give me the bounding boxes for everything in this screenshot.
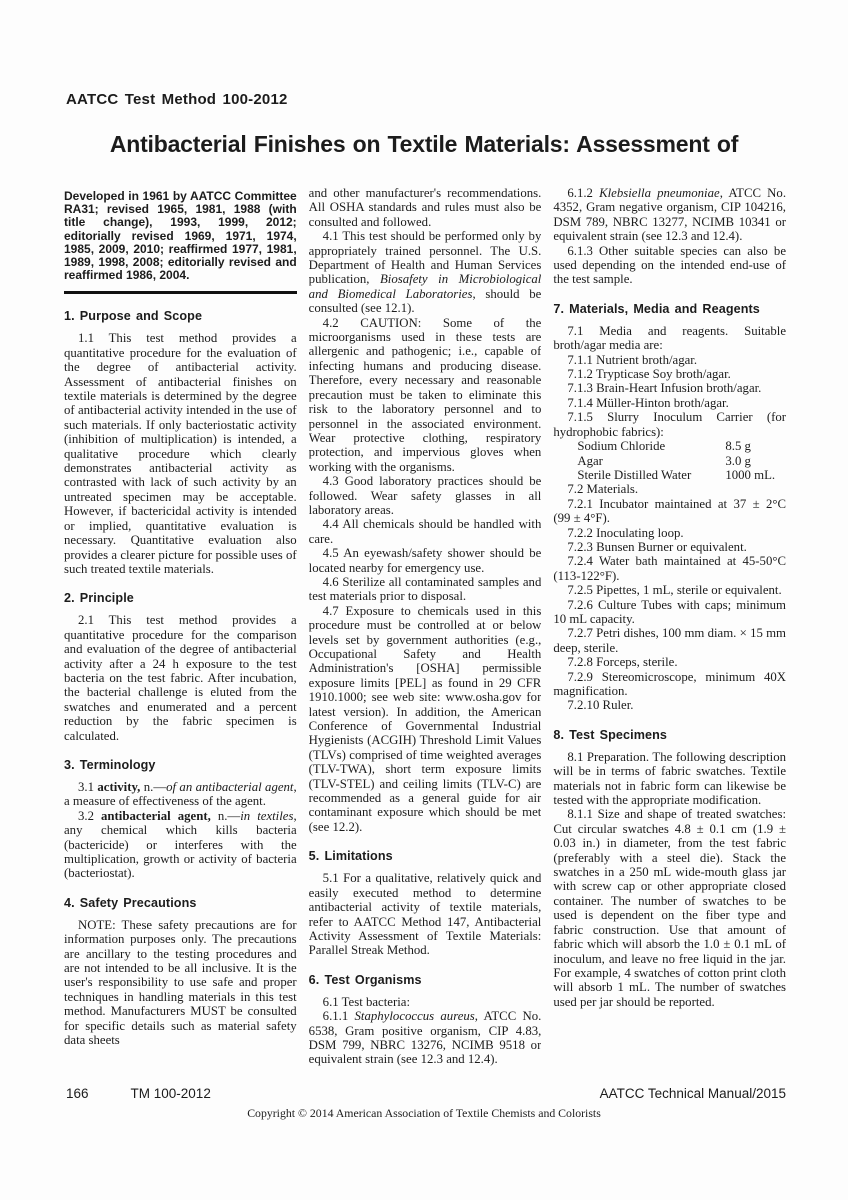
doc-id: TM 100-2012: [130, 1086, 211, 1101]
ingredient-amount: 1000 mL.: [725, 467, 776, 482]
paragraph: 7.2 Materials.: [567, 482, 639, 497]
paragraph: 7.2.1 Incubator maintained at 37 ± 2°C (99 ± 4°F).: [553, 496, 786, 526]
paragraph: 7.1.1 Nutrient broth/agar.: [567, 352, 698, 367]
paragraph: 6.1.3 Other suitable species can also be used depending on the intended end-use of the test sample.: [553, 243, 786, 287]
page-number: 166: [66, 1086, 89, 1101]
manual-name: AATCC Technical Manual/2015: [599, 1086, 786, 1101]
section-heading: 1. Purpose and Scope: [64, 309, 203, 324]
paragraph: 8.1.1 Size and shape of treated swatches: Cut circular swatches 4.8 ± 0.1 cm (1.9 ± 0.03 in.) in diameter, from the test fabric (preferably with a steel die). Stack the swatches in a 250 mL wide-mouth glass jar with screw cap or other appropriate closed container. The number of swatches to be used is dependent on the fiber type and fabric construction. Use that amount of fabric which will absorb the 1.0 ± 0.1 mL of inoculum, and leave no free liquid in the jar. For example, 4 swatches of cotton print cloth will absorb 1 mL. The number of swatches used per jar should be reported.: [553, 807, 786, 1009]
paragraph: 4.1 This test should be performed only by appropriately trained personnel. The U.S. Department of Health and Human Services publication, Biosafety in Microbiological and Biomedical Laboratories, should be consulted (see 12.1).: [308, 229, 542, 316]
paragraph: 4.6 Sterilize all contaminated samples and test materials prior to disposal.: [308, 574, 542, 604]
paragraph: 4.4 All chemicals should be handled with care.: [308, 517, 542, 546]
three-column-body: [64, 186, 786, 1078]
section-heading: 3. Terminology: [64, 757, 156, 772]
paragraph: NOTE: These safety precautions are for information purposes only. The precautions are ancillary to the testing procedures and are not intended to be all inclusive. It is the user's responsibility to use safe and proper techniques in handling materials in this test method. Manufacturers MUST be consulted for specific details such as material safety data sheets: [64, 917, 297, 1048]
ingredient-row: [553, 468, 786, 482]
paragraph: 7.2.8 Forceps, sterile.: [567, 655, 678, 670]
ingredient-name: Agar: [577, 453, 603, 468]
paragraph: and other manufacturer's recommendations. All OSHA standards and rules must also be consulted and followed.: [308, 186, 542, 229]
section-heading: 5. Limitations: [308, 849, 393, 864]
page-footer: [66, 1086, 786, 1101]
ingredient-table: [553, 439, 786, 482]
paragraph: 6.1.2 Klebsiella pneumoniae, ATCC No. 4352, Gram negative organism, CIP 104216, DSM 789, NBRC 13277, NCIMB 10341 or equivalent strain (see 12.3 and 12.4).: [553, 186, 786, 244]
paragraph: 1.1 This test method provides a quantitative procedure for the evaluation of the degree of antibacterial activity. Assessment of antibacterial finishes on textile materials is determined by the degree of antibacterial activity intended in the use of such materials. If only bacteriostatic activity (inhibition of multiplication) is intended, a qualitative procedure which clearly demonstrates antibacterial activity as contrasted with lack of such activity by an untreated specimen may be acceptable. However, if bactericidal activity is intended or implied, quantitative evaluation is necessary. Quantitative evaluation also provides a clearer picture for possible uses of such treated textile materials.: [64, 331, 297, 576]
ingredient-row: [553, 439, 786, 453]
section-heading: 4. Safety Precautions: [64, 895, 197, 910]
paragraph: 7.1.4 Müller-Hinton broth/agar.: [567, 395, 729, 410]
paragraph: 7.2.9 Stereomicroscope, minimum 40X magnification.: [553, 669, 786, 698]
paragraph: 7.2.2 Inoculating loop.: [567, 525, 684, 540]
revision-history: Developed in 1961 by AATCC Committee RA31; revised 1965, 1981, 1988 (with title change), 1993, 1999, 2012; editorially revised 1969, 1971, 1974, 1985, 2009, 2010; reaffirmed 1977, 1981, 1989, 1998, 2008; editorially revised and reaffirmed 1986, 2004.: [64, 189, 297, 283]
section-heading: 7. Materials, Media and Reagents: [553, 301, 760, 316]
section-heading: 8. Test Specimens: [553, 727, 668, 742]
history-divider: [64, 291, 297, 294]
paragraph: 6.1 Test bacteria:: [322, 994, 411, 1009]
test-method-number: AATCC Test Method 100-2012: [66, 91, 288, 108]
paragraph: 7.2.5 Pipettes, 1 mL, sterile or equivalent.: [567, 583, 782, 598]
paragraph: 7.1.2 Trypticase Soy broth/agar.: [567, 367, 731, 382]
copyright-line: Copyright © 2014 American Association of Textile Chemists and Colorists: [247, 1106, 601, 1120]
paragraph: 3.2 antibacterial agent, n.—in textiles, any chemical which kills bacteria (bactericide) or interferes with the multiplication, growth or activity of bacteria (bacteriostat).: [64, 808, 297, 881]
ingredient-name: Sodium Chloride: [577, 439, 666, 454]
paragraph: 7.1.5 Slurry Inoculum Carrier (for hydrophobic fabrics):: [553, 410, 786, 439]
paragraph: 6.1.1 Staphylococcus aureus, ATCC No. 6538, Gram positive organism, CIP 4.83, DSM 799, NBRC 13276, NCIMB 9518 or equivalent strain (see 12.3 and 12.4).: [308, 1009, 542, 1067]
paragraph: 7.2.7 Petri dishes, 100 mm diam. × 15 mm deep, sterile.: [553, 626, 786, 655]
paragraph: 8.1 Preparation. The following description will be in terms of fabric swatches. Textile materials not in fabric form can likewise be tested with the appropriate modification.: [553, 749, 786, 808]
paragraph: 4.5 An eyewash/safety shower should be located nearby for emergency use.: [308, 546, 542, 575]
paragraph: 4.3 Good laboratory practices should be followed. Wear safety glasses in all laboratory areas.: [308, 474, 542, 517]
section-heading: 2. Principle: [64, 591, 134, 606]
paragraph: 7.2.10 Ruler.: [567, 698, 634, 713]
paragraph: 3.1 activity, n.—of an antibacterial agent, a measure of effectiveness of the agent.: [64, 779, 297, 809]
paragraph: 7.2.4 Water bath maintained at 45-50°C (113-122°F).: [553, 554, 786, 583]
column-right: [553, 186, 786, 1078]
paragraph: 7.1.3 Brain-Heart Infusion broth/agar.: [567, 381, 762, 396]
paragraph: 4.7 Exposure to chemicals used in this procedure must be controlled at or below levels set by government authorities (e.g., Occupational Safety and Health Administration's [OSHA] permissible exposure limits [PEL] as found in 29 CFR 1910.1000; see web site: www.osha.gov for latest version). In addition, the American Conference of Governmental Industrial Hygienists (ACGIH) Threshold Limit Values (TLVs) comprised of time weighted averages (TLV-TWA), short term exposure limits (TLV-STEL) and ceiling limits (TLV-C) are recommended as a general guide for air contaminant exposure which should be met (see 12.2).: [308, 603, 542, 834]
column-left: [64, 186, 297, 1078]
section-heading: 6. Test Organisms: [308, 972, 422, 987]
ingredient-name: Sterile Distilled Water: [577, 467, 692, 482]
ingredient-amount: 8.5 g: [725, 439, 751, 454]
page-title: Antibacterial Finishes on Textile Materials: Assessment of: [109, 131, 739, 157]
paragraph: 2.1 This test method provides a quantitative procedure for the comparison and evaluation of the degree of antibacterial activity after a 24 h exposure to the test bacteria on the test fabric. After incubation, the bacterial challenge is eluted from the swatches and enumerated and a percent reduction by the fabric specimen is calculated.: [64, 613, 297, 743]
paragraph: 7.2.3 Bunsen Burner or equivalent.: [567, 539, 747, 554]
paragraph: 7.2.6 Culture Tubes with caps; minimum 10 mL capacity.: [553, 597, 786, 626]
ingredient-row: [553, 454, 786, 468]
paragraph: 7.1 Media and reagents. Suitable broth/agar media are:: [553, 323, 786, 353]
paragraph: 4.2 CAUTION: Some of the microorganisms used in these tests are allergenic and pathogenic; i.e., capable of infecting humans and producing disease. Therefore, every necessary and reasonable precaution must be taken to eliminate this risk to the laboratory personnel and to personnel in the associated environment. Wear protective clothing, respiratory protection, and impervious gloves when working with the organisms.: [308, 315, 542, 474]
ingredient-amount: 3.0 g: [725, 453, 751, 468]
column-middle: [309, 186, 542, 1078]
paragraph: 5.1 For a qualitative, relatively quick and easily executed method to determine antibacterial activity of textile materials, refer to AATCC Method 147, Antibacterial Activity Assessment of Textile Materials: Parallel Streak Method.: [308, 871, 542, 958]
